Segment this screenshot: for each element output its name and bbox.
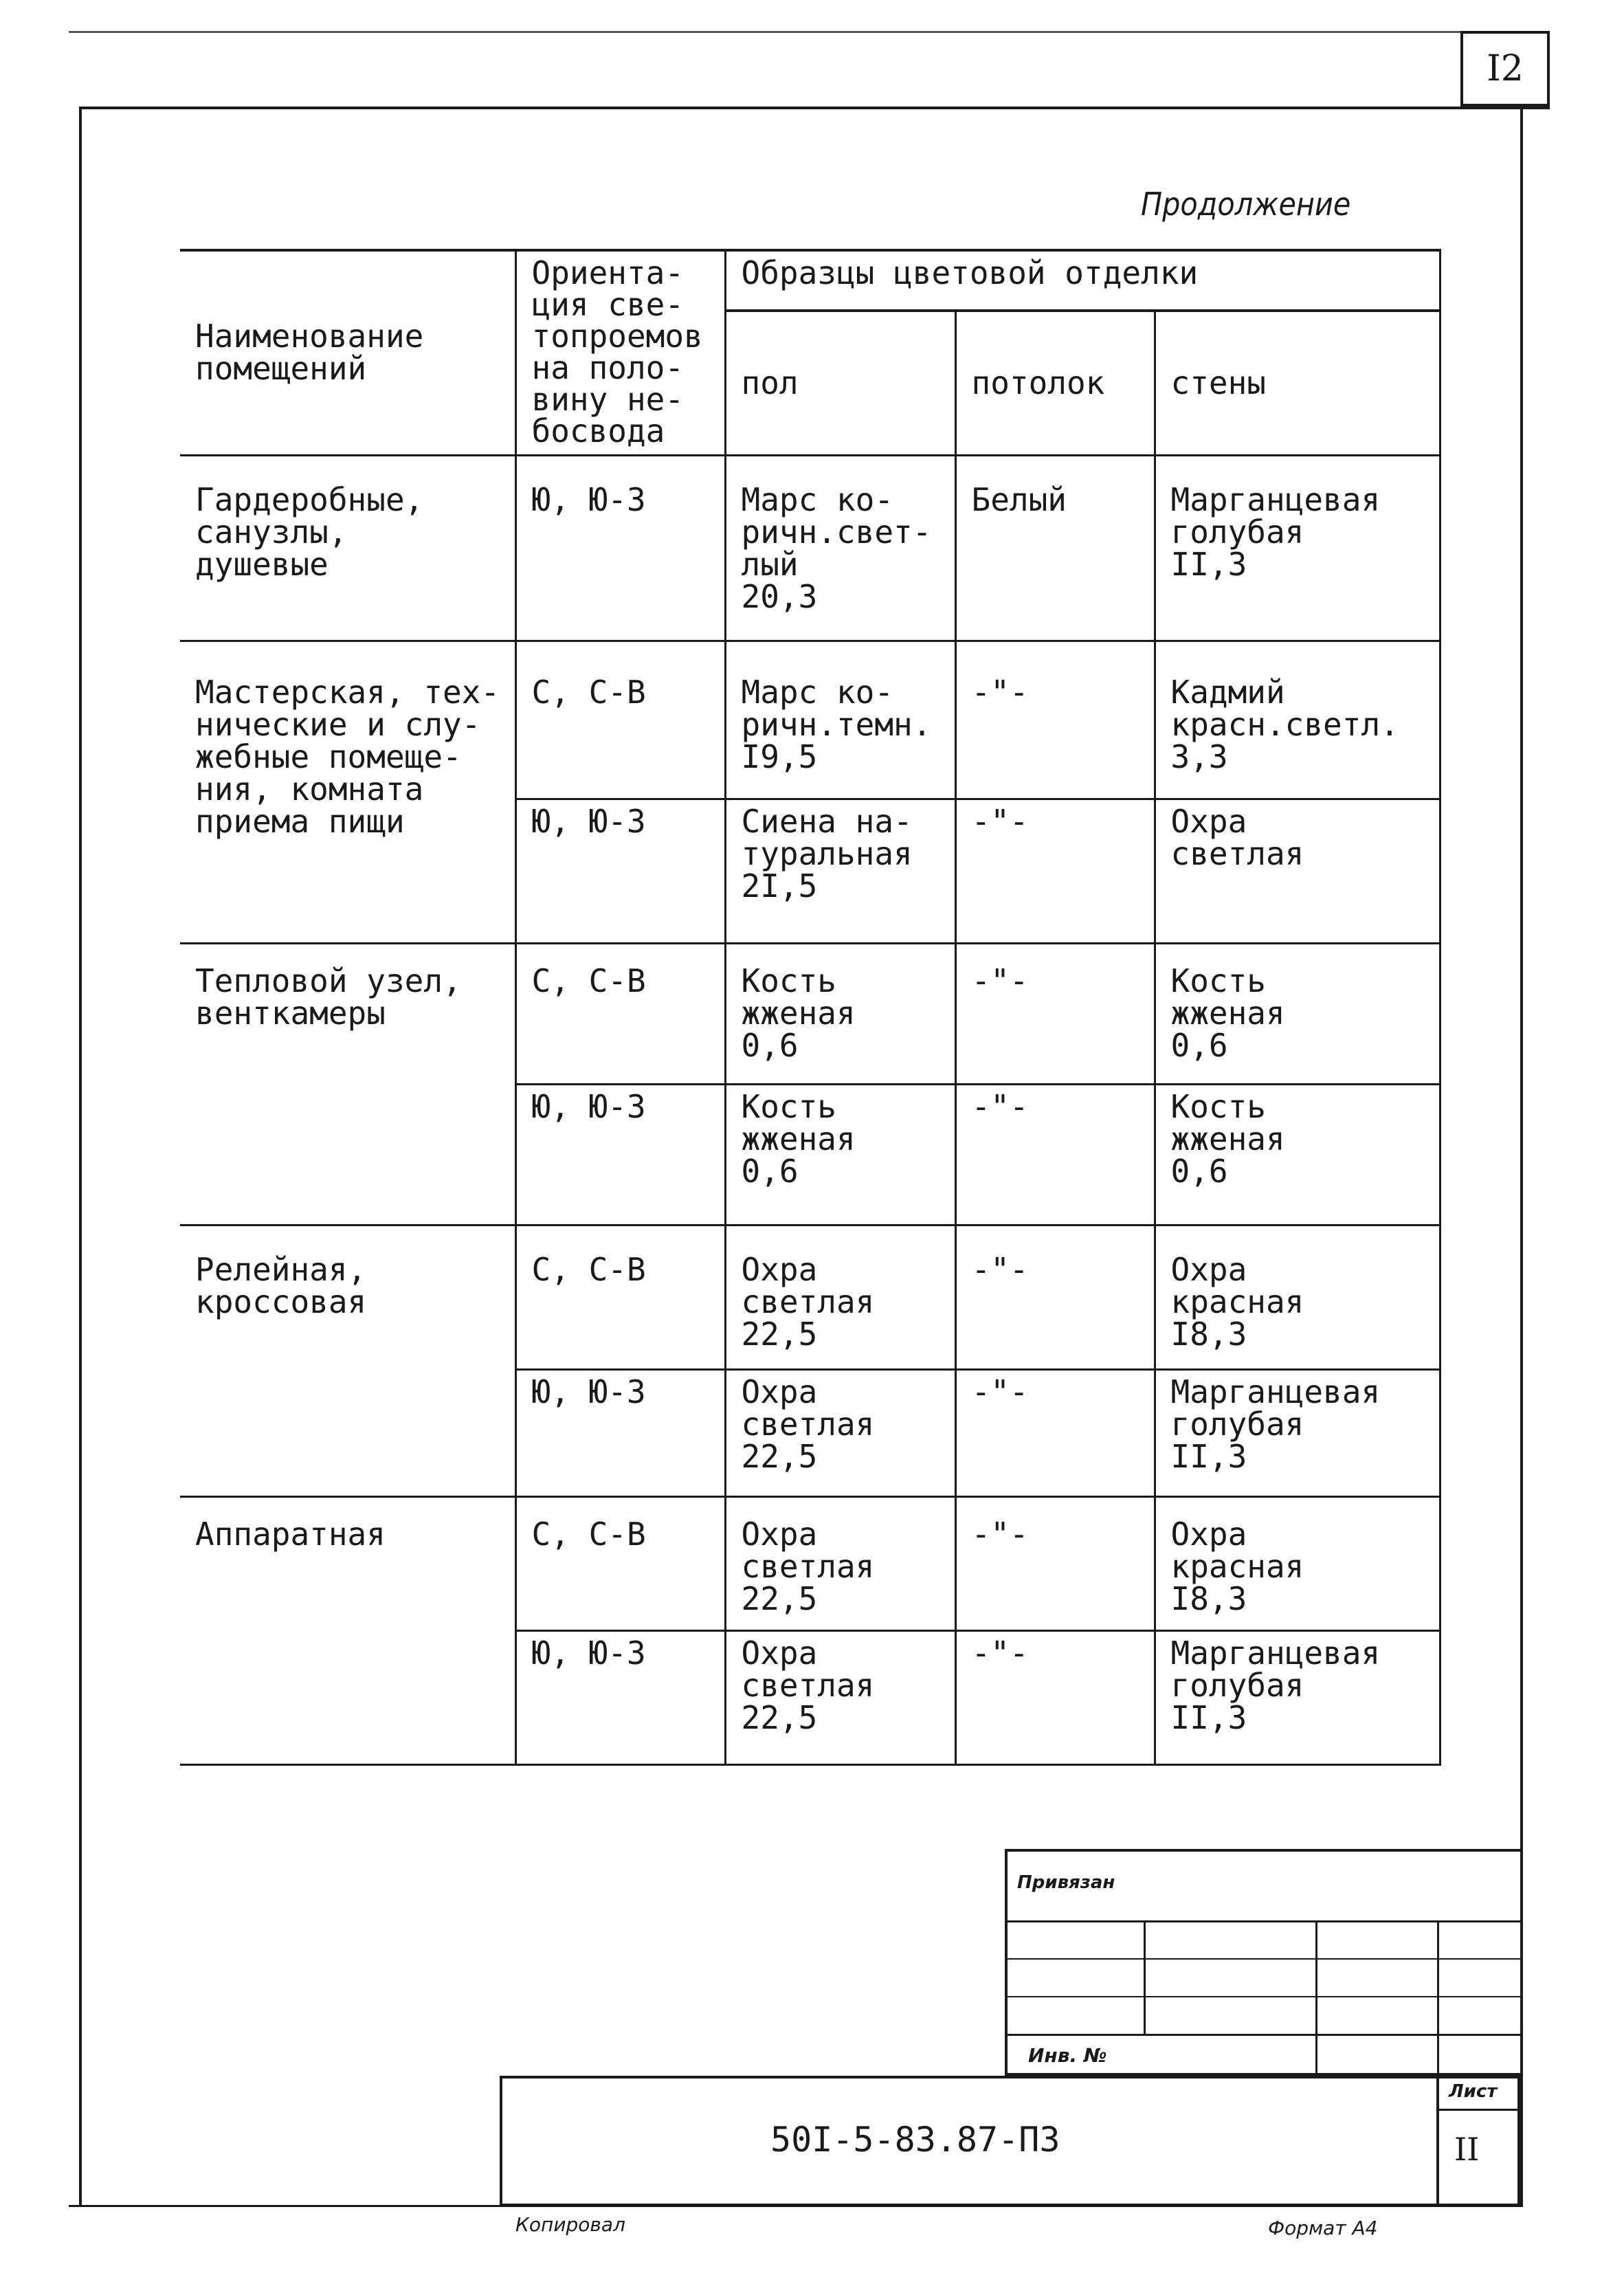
table-row bbox=[180, 1496, 1440, 1630]
attachment-stamp bbox=[1005, 1849, 1520, 2076]
floor-cell: Марс ко- ричн.свет- лый 20,3 bbox=[725, 455, 955, 641]
ceiling-cell: -"- bbox=[955, 1225, 1155, 1369]
room-name: Мастерская, тех- нические и слу- жебные помеще- ния, комната приема пищи bbox=[180, 641, 515, 943]
orientation-cell: Ю, Ю-З bbox=[515, 1084, 725, 1225]
floor-cell: Охра светлая 22,5 bbox=[725, 1496, 955, 1630]
ceiling-cell: -"- bbox=[955, 1630, 1155, 1764]
inv-label: Инв. № bbox=[1028, 2044, 1107, 2067]
continuation-label: Продолжение bbox=[1141, 186, 1351, 223]
room-name: Релейная, кроссовая bbox=[180, 1225, 515, 1496]
ceiling-cell: -"- bbox=[955, 943, 1155, 1084]
page-number-box bbox=[1460, 31, 1550, 107]
floor-cell: Охра светлая 22,5 bbox=[725, 1225, 955, 1369]
stamp-divider bbox=[1144, 1920, 1146, 2034]
copied-label: Копировал bbox=[515, 2213, 625, 2236]
room-name: Тепловой узел, венткамеры bbox=[180, 943, 515, 1225]
sheet-box bbox=[1436, 2076, 1520, 2206]
orientation-cell: С, С-В bbox=[515, 1496, 725, 1630]
sheet-number: II bbox=[1454, 2131, 1480, 2168]
header-orientation: Ориента- ция све- топроемов на поло- вину не- босвода bbox=[515, 250, 725, 455]
table-row bbox=[180, 943, 1440, 1084]
ceiling-cell: -"- bbox=[955, 1369, 1155, 1496]
page-number: I2 bbox=[1487, 48, 1524, 89]
walls-cell: Кадмий красн.светл. 3,3 bbox=[1155, 641, 1440, 799]
header-ceiling: потолок bbox=[955, 311, 1155, 455]
sheet-label: Лист bbox=[1449, 2081, 1498, 2102]
ceiling-cell: Белый bbox=[955, 455, 1155, 641]
ceiling-cell: -"- bbox=[955, 1084, 1155, 1225]
orientation-cell: Ю, Ю-З bbox=[515, 1369, 725, 1496]
walls-cell: Марганцевая голубая II,3 bbox=[1155, 1369, 1440, 1496]
title-block bbox=[500, 2076, 1520, 2206]
floor-cell: Марс ко- ричн.темн. I9,5 bbox=[725, 641, 955, 799]
floor-cell: Кость жженая 0,6 bbox=[725, 943, 955, 1084]
table-row bbox=[180, 641, 1440, 799]
walls-cell: Охра красная I8,3 bbox=[1155, 1225, 1440, 1369]
walls-cell: Охра светлая bbox=[1155, 799, 1440, 943]
orientation-cell: С, С-В bbox=[515, 943, 725, 1084]
stamp-rule bbox=[1008, 1920, 1523, 1922]
walls-cell: Кость жженая 0,6 bbox=[1155, 943, 1440, 1084]
orientation-cell: Ю, Ю-З bbox=[515, 1630, 725, 1764]
header-floor: пол bbox=[725, 311, 955, 455]
ceiling-cell: -"- bbox=[955, 641, 1155, 799]
orientation-cell: Ю, Ю-З bbox=[515, 799, 725, 943]
walls-cell: Охра красная I8,3 bbox=[1155, 1496, 1440, 1630]
orientation-cell: Ю, Ю-З bbox=[515, 455, 725, 641]
orientation-cell: С, С-В bbox=[515, 1225, 725, 1369]
ceiling-cell: -"- bbox=[955, 1496, 1155, 1630]
top-rule bbox=[69, 31, 1464, 33]
stamp-rule bbox=[1008, 1958, 1523, 1960]
frame-top bbox=[79, 107, 1550, 109]
header-samples-group: Образцы цветовой отделки bbox=[725, 250, 1440, 311]
format-label: Формат А4 bbox=[1268, 2217, 1378, 2239]
frame-right bbox=[1520, 107, 1523, 2206]
orientation-cell: С, С-В bbox=[515, 641, 725, 799]
room-name: Аппаратная bbox=[180, 1496, 515, 1764]
walls-cell: Марганцевая голубая II,3 bbox=[1155, 1630, 1440, 1764]
table-row bbox=[180, 455, 1440, 641]
floor-cell: Охра светлая 22,5 bbox=[725, 1369, 955, 1496]
floor-cell: Сиена на- туральная 2I,5 bbox=[725, 799, 955, 943]
room-name: Гардеробные, санузлы, душевые bbox=[180, 455, 515, 641]
header-walls: стены bbox=[1155, 311, 1440, 455]
attached-label: Привязан bbox=[1017, 1872, 1115, 1893]
floor-cell: Кость жженая 0,6 bbox=[725, 1084, 955, 1225]
frame-left bbox=[79, 107, 82, 2206]
floor-cell: Охра светлая 22,5 bbox=[725, 1630, 955, 1764]
ceiling-cell: -"- bbox=[955, 799, 1155, 943]
stamp-divider bbox=[1315, 1920, 1317, 2078]
stamp-divider bbox=[1437, 1920, 1439, 2078]
sheet-rule bbox=[1439, 2109, 1523, 2111]
stamp-rule bbox=[1008, 2034, 1523, 2036]
table-row bbox=[180, 1225, 1440, 1369]
header-name: Наименование помещений bbox=[180, 250, 515, 455]
walls-cell: Кость жженая 0,6 bbox=[1155, 1084, 1440, 1225]
finish-table bbox=[180, 249, 1441, 1766]
document-code: 50I-5-83.87-ПЗ bbox=[770, 2120, 1060, 2160]
stamp-rule bbox=[1008, 1996, 1523, 1997]
walls-cell: Марганцевая голубая II,3 bbox=[1155, 455, 1440, 641]
